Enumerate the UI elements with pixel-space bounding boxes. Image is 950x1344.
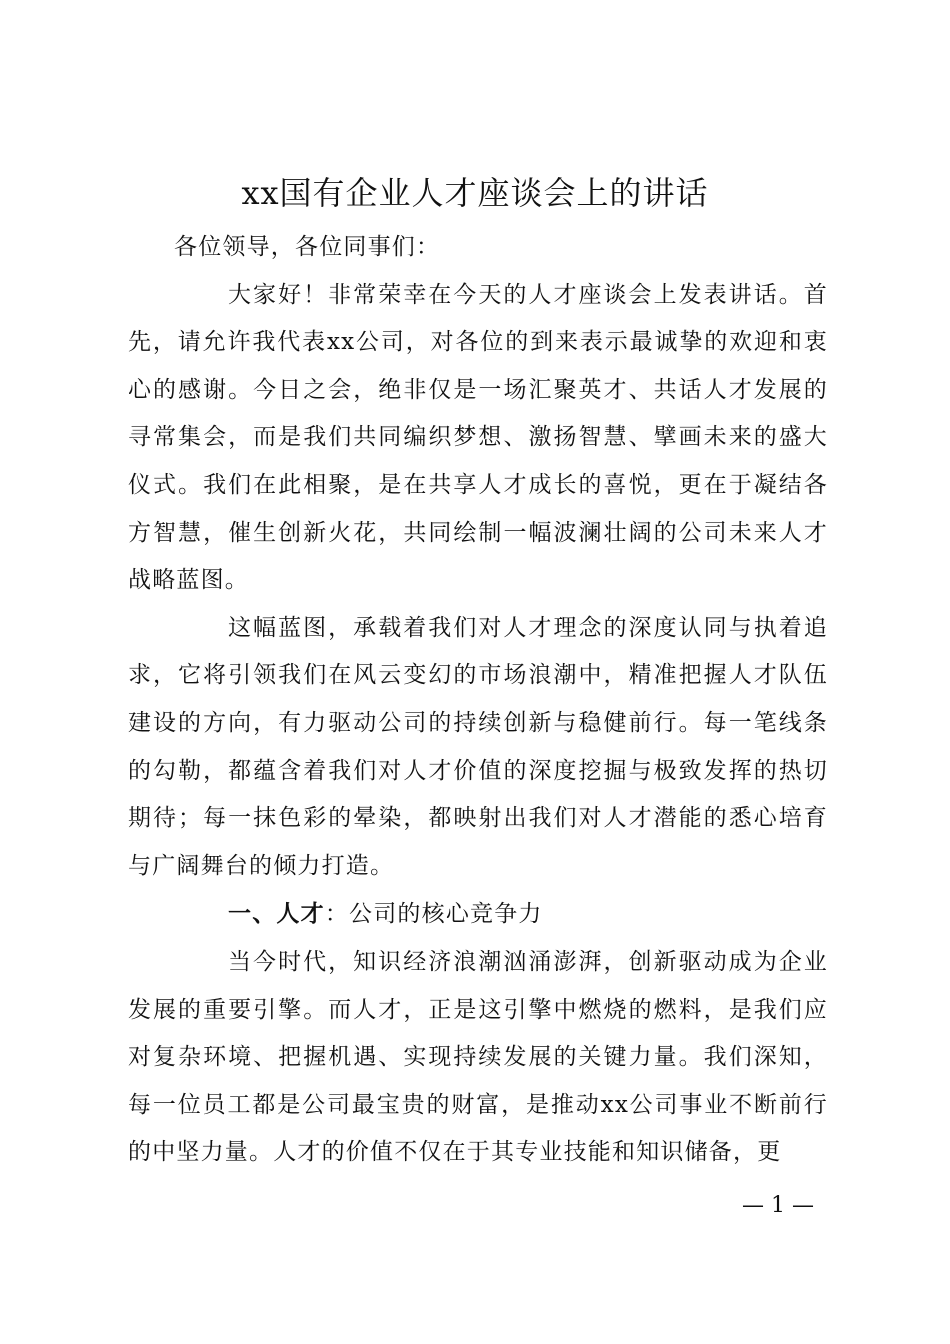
document-title: xx国有企业人才座谈会上的讲话 [241, 174, 709, 212]
document-body [128, 224, 828, 1177]
paragraph-2: 这幅蓝图，承载着我们对人才理念的深度认同与执着追求，它将引领我们在风云变幻的市场浪潮中，精准把握人才队伍建设的方向，有力驱动公司的持续创新与稳健前行。每一笔线条的勾勒，都蕴含着我们对人才价值的深度挖掘与极致发挥的热切期待；每一抹色彩的晕染，都映射出我们对人才潜能的悉心培育与广阔舞台的倾力打造。 [128, 614, 828, 879]
paragraph-1: 大家好！非常荣幸在今天的人才座谈会上发表讲话。首先，请允许我代表xx公司，对各位的到来表示最诚挚的欢迎和衷心的感谢。今日之会，绝非仅是一场汇聚英才、共话人才发展的寻常集会，而是我们共同编织梦想、激扬智慧、擘画未来的盛大仪式。我们在此相聚，是在共享人才成长的喜悦，更在于凝结各方智慧，催生创新火花，共同绘制一幅波澜壮阔的公司未来人才战略蓝图。 [128, 281, 828, 594]
section-heading-text: 公司的核心竞争力 [349, 901, 543, 928]
section-heading-number: 一、人才 [228, 900, 325, 928]
greeting: 各位领导，各位同事们： [174, 234, 441, 260]
section-heading [128, 890, 828, 939]
section-heading-colon: ： [324, 901, 350, 928]
section-paragraph: 当今时代，知识经济浪潮汹涌澎湃，创新驱动成为企业发展的重要引擎。而人才，正是这引擎中燃烧的燃料，是我们应对复杂环境、把握机遇、实现持续发展的关键力量。我们深知，每一位员工都是公司最宝贵的财富，是推动xx公司事业不断前行的中坚力量。人才的价值不仅在于其专业技能和知识储备，更 [128, 948, 828, 1166]
page-number: — 1 — [742, 1193, 814, 1218]
